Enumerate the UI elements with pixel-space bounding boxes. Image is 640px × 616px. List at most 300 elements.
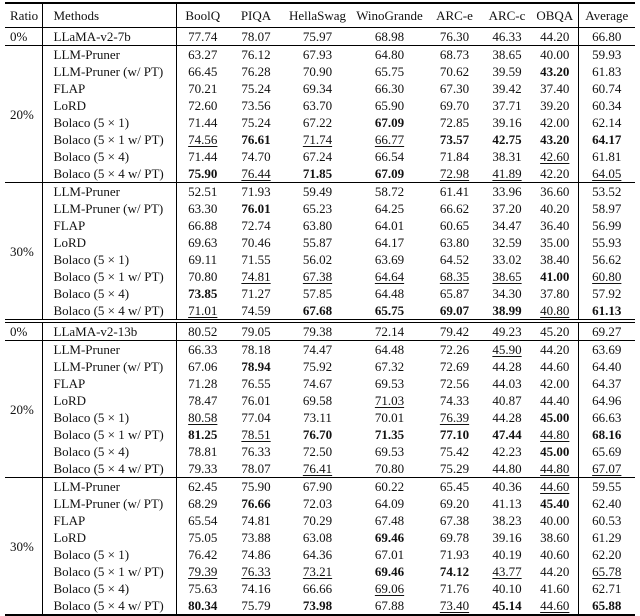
cell-average: 63.69	[578, 341, 635, 359]
cell-obqa: 44.60	[532, 478, 578, 496]
cell-obqa: 40.00	[532, 512, 578, 529]
cell-boolq: 75.05	[188, 530, 218, 545]
cell-average: 65.78	[592, 564, 622, 579]
method-label: Bolaco (5 × 1 w/ PT)	[42, 426, 176, 443]
method-label: Bolaco (5 × 4)	[42, 148, 176, 165]
cell-piqa: 75.90	[229, 478, 283, 496]
column-header-boolq: BoolQ	[176, 3, 229, 28]
cell-boolq: 79.39	[188, 564, 218, 579]
column-header-winogrande: WinoGrande	[352, 3, 427, 28]
cell-winogrande: 64.64	[374, 269, 405, 284]
cell-winogrande: 66.77	[374, 132, 405, 147]
cell-arc-e: 65.45	[427, 478, 482, 496]
cell-arc-c: 34.30	[492, 286, 522, 301]
cell-hellaswag: 66.66	[302, 581, 333, 596]
cell-boolq: 74.56	[188, 132, 218, 147]
method-label: LLM-Pruner	[42, 341, 176, 359]
table-row	[5, 28, 635, 46]
cell-arc-c: 41.89	[492, 166, 522, 181]
cell-hellaswag: 63.08	[302, 530, 333, 545]
cell-obqa: 40.20	[532, 200, 578, 217]
cell-piqa: 78.07	[241, 461, 271, 476]
cell-arc-c: 38.65	[492, 269, 522, 284]
cell-boolq: 70.21	[188, 81, 218, 96]
cell-winogrande: 69.06	[374, 581, 405, 596]
cell-winogrande: 67.48	[374, 513, 405, 528]
cell-piqa: 76.01	[241, 393, 271, 408]
cell-piqa: 74.86	[241, 547, 271, 562]
cell-arc-c: 44.28	[492, 359, 522, 374]
cell-piqa: 72.74	[241, 218, 271, 233]
cell-arc-c: 40.10	[492, 581, 522, 596]
column-header-hellaswag: HellaSwag	[283, 3, 352, 28]
cell-boolq: 52.51	[176, 183, 229, 201]
cell-winogrande: 68.98	[374, 29, 405, 44]
cell-obqa: 42.00	[532, 114, 578, 131]
cell-obqa: 37.80	[532, 285, 578, 302]
cell-piqa: 76.44	[241, 166, 271, 181]
cell-arc-e: 76.30	[439, 29, 470, 44]
cell-average: 57.92	[592, 286, 622, 301]
table-row	[5, 597, 635, 615]
cell-average: 60.53	[592, 513, 622, 528]
table-row	[5, 268, 635, 285]
cell-winogrande: 64.48	[374, 286, 405, 301]
cell-obqa: 42.60	[532, 148, 578, 165]
table-row	[5, 234, 635, 251]
cell-obqa: 44.20	[532, 563, 578, 580]
cell-arc-c: 45.14	[492, 598, 522, 613]
ratio-label: 0%	[5, 321, 42, 341]
cell-obqa: 44.80	[532, 426, 578, 443]
table-row	[5, 217, 635, 234]
cell-average: 62.40	[592, 496, 622, 511]
method-label: LoRD	[42, 529, 176, 546]
column-header-average: Average	[578, 3, 635, 28]
table-row	[5, 443, 635, 460]
table-row	[5, 63, 635, 80]
cell-arc-e: 75.29	[439, 461, 470, 476]
cell-average: 60.34	[592, 98, 622, 113]
cell-average: 56.99	[592, 218, 622, 233]
cell-obqa: 42.00	[532, 375, 578, 392]
cell-hellaswag: 67.22	[302, 115, 333, 130]
cell-hellaswag: 70.90	[302, 64, 333, 79]
cell-piqa: 71.55	[241, 252, 271, 267]
cell-boolq: 66.45	[188, 64, 218, 79]
cell-piqa: 78.07	[241, 29, 271, 44]
table-row	[5, 165, 635, 183]
method-label: Bolaco (5 × 1)	[42, 114, 176, 131]
cell-hellaswag: 71.85	[302, 166, 333, 181]
cell-obqa: 38.40	[532, 251, 578, 268]
cell-arc-e: 72.85	[439, 115, 470, 130]
cell-hellaswag: 73.98	[302, 598, 333, 613]
cell-average: 64.05	[592, 166, 622, 181]
cell-hellaswag: 74.67	[302, 376, 333, 391]
cell-hellaswag: 74.47	[283, 341, 352, 359]
cell-boolq: 66.88	[188, 218, 218, 233]
cell-obqa: 45.00	[532, 409, 578, 426]
cell-boolq: 80.58	[188, 410, 218, 425]
cell-arc-c: 45.90	[482, 341, 532, 359]
table-row	[5, 148, 635, 165]
cell-boolq: 73.85	[188, 286, 218, 301]
cell-arc-e: 75.42	[439, 444, 470, 459]
cell-boolq: 66.33	[176, 341, 229, 359]
cell-hellaswag: 72.50	[302, 444, 333, 459]
method-label: LLM-Pruner	[42, 478, 176, 496]
ratio-label: 20%	[5, 46, 42, 183]
cell-hellaswag: 55.87	[302, 235, 333, 250]
method-label: Bolaco (5 × 1)	[42, 546, 176, 563]
cell-piqa: 76.33	[241, 444, 271, 459]
method-label: Bolaco (5 × 1 w/ PT)	[42, 131, 176, 148]
cell-winogrande: 71.03	[374, 393, 405, 408]
cell-arc-c: 44.80	[492, 461, 522, 476]
cell-obqa: 44.60	[532, 597, 578, 615]
cell-arc-e: 69.20	[439, 496, 470, 511]
cell-piqa: 79.05	[229, 321, 283, 341]
cell-arc-e: 72.98	[439, 166, 470, 181]
cell-average: 62.20	[592, 547, 622, 562]
cell-winogrande: 64.17	[374, 235, 405, 250]
cell-arc-e: 70.62	[439, 64, 470, 79]
cell-arc-e: 74.33	[439, 393, 470, 408]
cell-boolq: 81.25	[188, 427, 218, 442]
cell-average: 53.52	[578, 183, 635, 201]
cell-piqa: 74.81	[241, 513, 271, 528]
cell-arc-e: 73.57	[439, 132, 470, 147]
method-label: LLaMA-v2-13b	[42, 321, 176, 341]
cell-hellaswag: 67.38	[302, 269, 333, 284]
cell-boolq: 75.90	[188, 166, 218, 181]
table-row	[5, 321, 635, 341]
cell-obqa: 43.20	[532, 131, 578, 148]
cell-average: 60.74	[592, 81, 622, 96]
table-row	[5, 426, 635, 443]
cell-hellaswag: 67.24	[302, 149, 333, 164]
cell-arc-c: 32.59	[492, 235, 522, 250]
cell-boolq: 62.45	[176, 478, 229, 496]
table-row	[5, 97, 635, 114]
cell-average: 62.71	[592, 581, 622, 596]
cell-hellaswag: 63.80	[302, 218, 333, 233]
cell-winogrande: 69.53	[374, 376, 405, 391]
cell-average: 64.40	[592, 359, 622, 374]
cell-obqa: 44.80	[532, 460, 578, 478]
cell-obqa: 36.60	[532, 183, 578, 201]
cell-average: 61.81	[592, 149, 622, 164]
cell-winogrande: 64.01	[374, 218, 405, 233]
cell-arc-c: 49.23	[482, 321, 532, 341]
cell-obqa: 40.80	[532, 302, 578, 321]
table-row	[5, 302, 635, 321]
cell-obqa: 45.00	[532, 443, 578, 460]
cell-winogrande: 58.72	[352, 183, 427, 201]
cell-arc-e: 69.07	[439, 303, 470, 318]
method-label: Bolaco (5 × 4 w/ PT)	[42, 302, 176, 321]
table-row	[5, 131, 635, 148]
cell-arc-c: 33.02	[492, 252, 522, 267]
cell-obqa: 36.40	[532, 217, 578, 234]
cell-average: 59.55	[578, 478, 635, 496]
cell-arc-e: 71.93	[439, 547, 470, 562]
cell-average: 69.27	[578, 321, 635, 341]
cell-winogrande: 66.54	[374, 149, 405, 164]
cell-arc-e: 73.40	[439, 598, 470, 613]
cell-winogrande: 64.48	[352, 341, 427, 359]
cell-hellaswag: 64.36	[302, 547, 333, 562]
cell-winogrande: 71.35	[374, 427, 405, 442]
method-label: LLM-Pruner (w/ PT)	[42, 200, 176, 217]
cell-arc-c: 39.16	[492, 115, 522, 130]
cell-arc-e: 64.52	[439, 252, 470, 267]
cell-boolq: 79.33	[188, 461, 218, 476]
table-row	[5, 46, 635, 64]
table-row	[5, 529, 635, 546]
cell-obqa: 40.60	[532, 546, 578, 563]
cell-piqa: 76.55	[241, 376, 271, 391]
column-header-obqa: OBQA	[532, 3, 578, 28]
cell-hellaswag: 76.41	[302, 461, 333, 476]
cell-winogrande: 66.30	[374, 81, 405, 96]
cell-obqa: 41.00	[532, 268, 578, 285]
cell-obqa: 45.40	[532, 495, 578, 512]
table-row	[5, 546, 635, 563]
cell-arc-e: 68.73	[427, 46, 482, 64]
cell-obqa: 44.20	[532, 28, 578, 46]
cell-average: 66.80	[592, 29, 622, 44]
cell-arc-e: 67.38	[439, 513, 470, 528]
cell-arc-e: 72.26	[427, 341, 482, 359]
results-table	[5, 2, 635, 616]
table-row	[5, 478, 635, 496]
cell-obqa: 38.60	[532, 529, 578, 546]
ratio-label: 20%	[5, 341, 42, 478]
cell-arc-e: 76.39	[439, 410, 470, 425]
cell-obqa: 39.20	[532, 97, 578, 114]
cell-boolq: 78.81	[188, 444, 218, 459]
table-row	[5, 563, 635, 580]
cell-average: 67.07	[592, 461, 622, 476]
cell-boolq: 68.29	[188, 496, 218, 511]
cell-arc-c: 47.44	[492, 427, 522, 442]
cell-average: 64.96	[592, 393, 622, 408]
table-row	[5, 183, 635, 201]
cell-arc-c: 44.03	[492, 376, 522, 391]
cell-boolq: 67.06	[188, 359, 218, 374]
cell-hellaswag: 67.68	[302, 303, 333, 318]
cell-hellaswag: 71.74	[302, 132, 333, 147]
method-label: Bolaco (5 × 4)	[42, 580, 176, 597]
cell-arc-c: 40.87	[492, 393, 522, 408]
cell-arc-e: 60.65	[439, 218, 470, 233]
cell-arc-c: 43.77	[492, 564, 522, 579]
cell-average: 58.97	[592, 201, 622, 216]
cell-arc-c: 37.20	[492, 201, 522, 216]
cell-obqa: 44.60	[532, 358, 578, 375]
cell-boolq: 63.27	[176, 46, 229, 64]
table-row	[5, 251, 635, 268]
cell-arc-e: 68.35	[439, 269, 470, 284]
method-label: FLAP	[42, 512, 176, 529]
cell-average: 60.80	[592, 269, 622, 284]
cell-winogrande: 63.69	[374, 252, 405, 267]
cell-piqa: 74.59	[241, 303, 271, 318]
header-row	[5, 3, 635, 28]
ratio-label: 0%	[5, 28, 42, 46]
cell-piqa: 75.24	[241, 81, 271, 96]
cell-arc-e: 65.87	[439, 286, 470, 301]
cell-arc-c: 42.23	[492, 444, 522, 459]
table-row	[5, 80, 635, 97]
cell-hellaswag: 76.70	[302, 427, 333, 442]
cell-boolq: 76.42	[188, 547, 218, 562]
cell-arc-c: 46.33	[492, 29, 522, 44]
column-header-piqa: PIQA	[229, 3, 283, 28]
method-label: LLM-Pruner	[42, 46, 176, 64]
cell-boolq: 71.44	[188, 149, 218, 164]
cell-boolq: 70.80	[188, 269, 218, 284]
cell-hellaswag: 69.58	[302, 393, 333, 408]
cell-boolq: 75.63	[188, 581, 218, 596]
cell-hellaswag: 73.21	[302, 564, 333, 579]
ratio-label: 30%	[5, 478, 42, 616]
cell-piqa: 76.33	[241, 564, 271, 579]
table-row	[5, 512, 635, 529]
method-label: FLAP	[42, 80, 176, 97]
cell-arc-c: 44.28	[492, 410, 522, 425]
cell-piqa: 70.46	[241, 235, 271, 250]
cell-hellaswag: 70.29	[302, 513, 333, 528]
cell-arc-c: 38.65	[482, 46, 532, 64]
cell-boolq: 65.54	[188, 513, 218, 528]
cell-average: 61.13	[592, 303, 622, 318]
method-label: FLAP	[42, 375, 176, 392]
cell-piqa: 76.01	[241, 201, 271, 216]
cell-average: 64.37	[592, 376, 622, 391]
method-label: LLM-Pruner (w/ PT)	[42, 495, 176, 512]
table-row	[5, 341, 635, 359]
cell-piqa: 76.28	[241, 64, 271, 79]
cell-piqa: 73.88	[241, 530, 271, 545]
cell-hellaswag: 56.02	[302, 252, 333, 267]
column-header-arc-e: ARC-e	[427, 3, 482, 28]
cell-arc-c: 37.71	[492, 98, 522, 113]
cell-winogrande: 67.09	[374, 166, 405, 181]
cell-winogrande: 64.09	[374, 496, 405, 511]
cell-arc-e: 71.76	[439, 581, 470, 596]
method-label: LoRD	[42, 97, 176, 114]
method-label: Bolaco (5 × 1)	[42, 251, 176, 268]
cell-hellaswag: 72.03	[302, 496, 333, 511]
cell-arc-c: 38.99	[492, 303, 522, 318]
column-header-methods: Methods	[42, 3, 176, 28]
cell-arc-c: 40.36	[482, 478, 532, 496]
method-label: Bolaco (5 × 4)	[42, 285, 176, 302]
cell-arc-c: 41.13	[492, 496, 522, 511]
cell-hellaswag: 59.49	[283, 183, 352, 201]
cell-boolq: 72.60	[188, 98, 218, 113]
cell-average: 62.14	[592, 115, 622, 130]
cell-obqa: 44.40	[532, 392, 578, 409]
cell-arc-e: 66.62	[439, 201, 470, 216]
cell-arc-c: 34.47	[492, 218, 522, 233]
cell-obqa: 42.20	[532, 165, 578, 183]
table-row	[5, 409, 635, 426]
method-label: LLaMA-v2-7b	[42, 28, 176, 46]
cell-hellaswag: 69.34	[302, 81, 333, 96]
cell-winogrande: 64.80	[352, 46, 427, 64]
method-label: LLM-Pruner	[42, 183, 176, 201]
method-label: Bolaco (5 × 4 w/ PT)	[42, 597, 176, 615]
method-label: Bolaco (5 × 1 w/ PT)	[42, 268, 176, 285]
cell-arc-c: 39.16	[492, 530, 522, 545]
cell-obqa: 37.40	[532, 80, 578, 97]
cell-piqa: 76.66	[241, 496, 271, 511]
cell-boolq: 71.28	[188, 376, 218, 391]
table-row	[5, 460, 635, 478]
cell-boolq: 71.01	[188, 303, 218, 318]
method-label: Bolaco (5 × 1 w/ PT)	[42, 563, 176, 580]
method-label: LoRD	[42, 392, 176, 409]
cell-winogrande: 70.80	[374, 461, 405, 476]
cell-arc-e: 61.41	[427, 183, 482, 201]
cell-piqa: 74.70	[241, 149, 271, 164]
cell-piqa: 71.27	[241, 286, 271, 301]
cell-arc-e: 71.84	[439, 149, 470, 164]
cell-winogrande: 65.75	[374, 303, 405, 318]
cell-boolq: 71.44	[188, 115, 218, 130]
cell-piqa: 78.18	[229, 341, 283, 359]
cell-boolq: 80.34	[188, 598, 218, 613]
cell-arc-e: 79.42	[427, 321, 482, 341]
cell-obqa: 44.20	[532, 341, 578, 359]
cell-piqa: 74.81	[241, 269, 271, 284]
cell-hellaswag: 63.70	[302, 98, 333, 113]
cell-hellaswag: 75.92	[302, 359, 333, 374]
cell-piqa: 77.04	[241, 410, 271, 425]
method-label: LLM-Pruner (w/ PT)	[42, 358, 176, 375]
cell-winogrande: 72.14	[352, 321, 427, 341]
ratio-label: 30%	[5, 183, 42, 322]
method-label: Bolaco (5 × 4 w/ PT)	[42, 165, 176, 183]
cell-average: 55.93	[592, 235, 622, 250]
cell-arc-e: 63.80	[439, 235, 470, 250]
table-row	[5, 580, 635, 597]
cell-arc-c: 33.96	[482, 183, 532, 201]
table-row	[5, 392, 635, 409]
cell-arc-c: 39.42	[492, 81, 522, 96]
table-row	[5, 495, 635, 512]
method-label: Bolaco (5 × 4 w/ PT)	[42, 460, 176, 478]
cell-piqa: 76.12	[229, 46, 283, 64]
method-label: LoRD	[42, 234, 176, 251]
cell-piqa: 75.24	[241, 115, 271, 130]
table-row	[5, 375, 635, 392]
cell-winogrande: 60.22	[352, 478, 427, 496]
cell-average: 66.63	[592, 410, 622, 425]
cell-arc-e: 74.12	[439, 564, 470, 579]
cell-average: 64.17	[592, 132, 622, 147]
cell-piqa: 78.51	[241, 427, 271, 442]
cell-obqa: 35.00	[532, 234, 578, 251]
table-body	[5, 28, 635, 616]
cell-obqa: 40.00	[532, 46, 578, 64]
cell-winogrande: 65.75	[374, 64, 405, 79]
cell-arc-c: 42.75	[492, 132, 522, 147]
